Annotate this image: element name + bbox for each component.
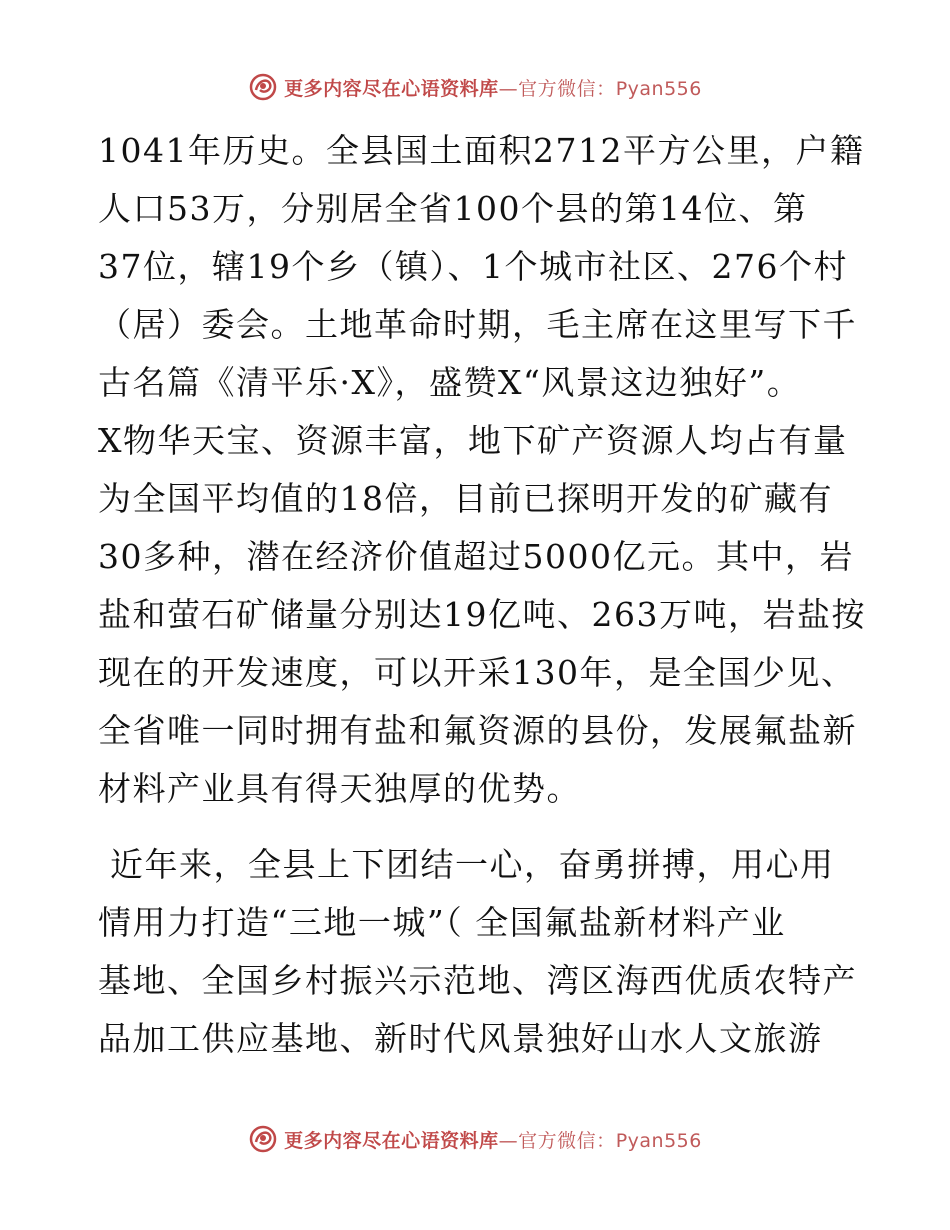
text-line: 基地、全国乡村振兴示范地、湾区海西优质农特产 bbox=[98, 961, 857, 1000]
text-line: （居）委会。土地革命时期，毛主席在这里写下千 bbox=[98, 305, 857, 344]
text-line: 全省唯一同时拥有盐和氟资源的县份，发展氟盐新 bbox=[98, 711, 857, 750]
text-line: 材料产业具有得天独厚的优势。 bbox=[98, 769, 581, 808]
text-line: 为全国平均值的18倍，目前已探明开发的矿藏有 bbox=[98, 479, 833, 518]
footer-watermark bbox=[0, 1124, 950, 1154]
text-line: 人口53万，分别居全省100个县的第14位、第 bbox=[98, 189, 808, 228]
watermark-wechat-id: Pyan556 bbox=[615, 77, 702, 100]
paragraph-gap bbox=[98, 818, 858, 836]
text-line: 1041年历史。全县国土面积2712平方公里，户籍 bbox=[98, 131, 865, 170]
header-watermark bbox=[0, 72, 950, 102]
text-line: 现在的开发速度，可以开采130年，是全国少见、 bbox=[98, 653, 856, 692]
text-line: 情用力打造“三地一城”（ 全国氟盐新材料产业 bbox=[98, 903, 786, 942]
document-body bbox=[98, 122, 866, 1068]
watermark-main-text: 更多内容尽在心语资料库 bbox=[284, 1129, 499, 1152]
watermark-text bbox=[284, 1126, 702, 1153]
text-line: 盐和萤石矿储量分别达19亿吨、263万吨，岩盐按 bbox=[98, 595, 866, 634]
watermark-main-text: 更多内容尽在心语资料库 bbox=[284, 77, 499, 100]
watermark-text bbox=[284, 74, 702, 101]
watermark-separator-text: —官方微信： bbox=[498, 1129, 616, 1152]
paragraph bbox=[98, 122, 866, 818]
text-line: X物华天宝、资源丰富，地下矿产资源人均占有量 bbox=[98, 421, 848, 460]
text-line: 品加工供应基地、新时代风景独好山水人文旅游 bbox=[98, 1019, 823, 1058]
paragraph bbox=[98, 836, 858, 1068]
watermark-wechat-id: Pyan556 bbox=[615, 1129, 702, 1152]
red-swirl-logo-icon bbox=[248, 1124, 278, 1154]
red-swirl-logo-icon bbox=[248, 72, 278, 102]
text-line: 古名篇《清平乐·X》，盛赞X“风景这边独好”。 bbox=[98, 363, 802, 402]
text-line: 近年来，全县上下团结一心，奋勇拼搏，用心用 bbox=[98, 845, 835, 884]
watermark-separator-text: —官方微信： bbox=[498, 77, 616, 100]
text-line: 37位，辖19个乡（镇）、1个城市社区、276个村 bbox=[98, 247, 848, 286]
text-line: 30多种，潜在经济价值超过5000亿元。其中，岩 bbox=[98, 537, 854, 576]
